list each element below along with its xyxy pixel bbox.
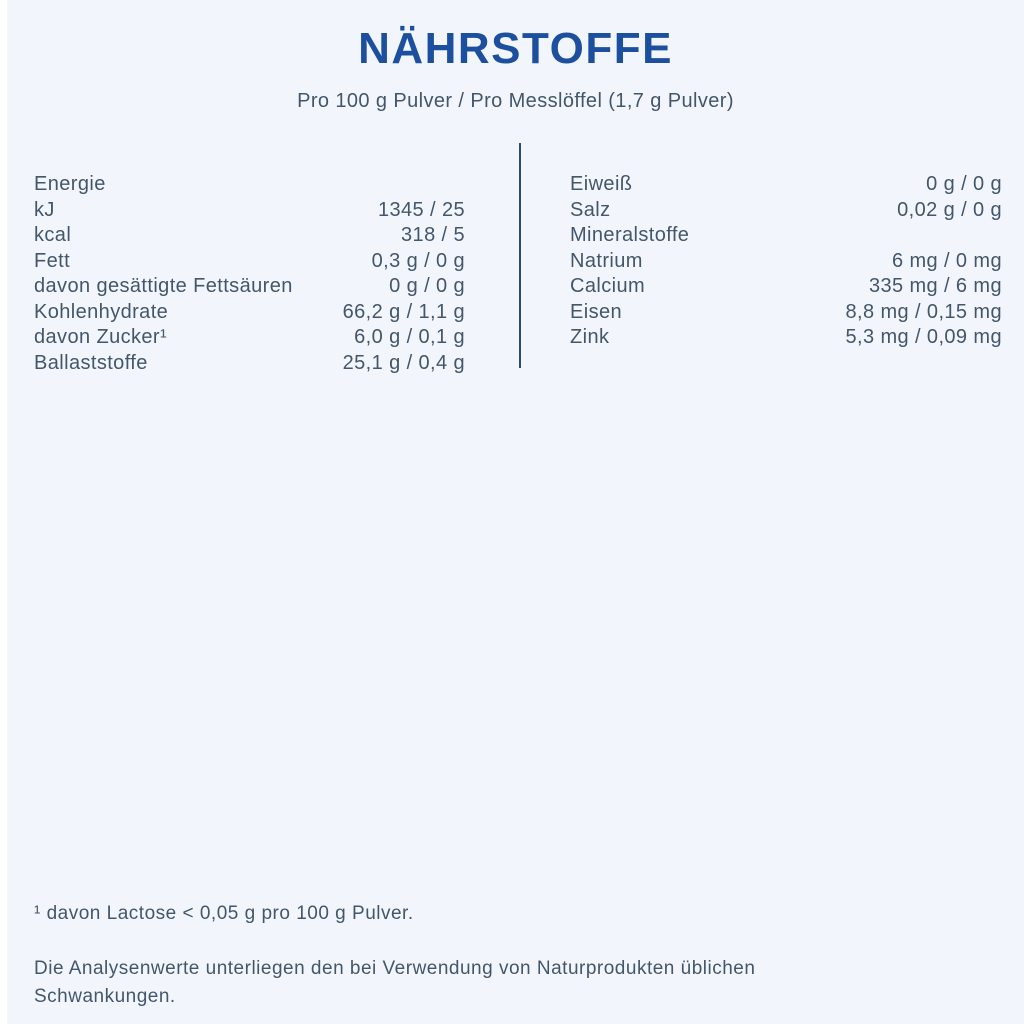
nutrition-panel: [7, 0, 1024, 1024]
nutrient-label: Zink: [570, 326, 610, 348]
nutrient-value: 0 g / 0 g: [389, 275, 465, 297]
table-row: [570, 249, 1002, 275]
nutrient-label: Salz: [570, 198, 611, 221]
page-title: NÄHRSTOFFE: [358, 24, 673, 73]
table-row: [570, 198, 1002, 224]
nutrient-value: 5,3 mg / 0,09 mg: [845, 326, 1002, 348]
nutrient-value: 66,2 g / 1,1 g: [342, 300, 465, 323]
nutrient-label: Eiweiß: [570, 173, 633, 195]
table-row: [34, 325, 465, 351]
nutrient-value: 0,3 g / 0 g: [371, 249, 465, 272]
table-row: [34, 249, 465, 275]
serving-subtitle: Pro 100 g Pulver / Pro Messlöffel (1,7 g Pulver): [297, 90, 734, 112]
nutrient-label: davon Zucker¹: [34, 326, 168, 348]
nutrient-value: 8,8 mg / 0,15 mg: [845, 300, 1002, 323]
nutrient-label: Kohlenhydrate: [34, 300, 169, 323]
nutrient-label: Fett: [34, 249, 71, 272]
table-row: [570, 325, 1002, 351]
table-row: [570, 172, 1002, 198]
table-row: [34, 198, 465, 224]
nutrient-value: 6 mg / 0 mg: [892, 249, 1002, 272]
nutrient-label: Natrium: [570, 249, 643, 272]
table-row: [34, 351, 465, 377]
nutrient-value: 1345 / 25: [377, 198, 465, 221]
nutrient-value: 6,0 g / 0,1 g: [354, 326, 465, 348]
table-row: [34, 300, 465, 326]
nutrients-left-column: [34, 172, 465, 376]
analysis-disclaimer: Die Analysenwerte unterliegen den bei Verwendung von Naturprodukten üblichen Schwankungen.: [34, 958, 756, 1007]
nutrient-value: 335 mg / 6 mg: [868, 275, 1002, 297]
table-row: [34, 172, 465, 198]
nutrient-label: Mineralstoffe: [570, 224, 690, 246]
nutrient-label: Eisen: [570, 300, 623, 323]
table-row: [570, 274, 1002, 300]
column-divider: [519, 143, 521, 368]
lactose-footnote: ¹ davon Lactose < 0,05 g pro 100 g Pulver.: [34, 903, 414, 924]
table-row: [34, 223, 465, 249]
nutrient-value: 0 g / 0 g: [926, 173, 1002, 195]
nutrient-label: davon gesättigte Fettsäuren: [34, 275, 293, 297]
table-row: [34, 274, 465, 300]
table-row: [570, 223, 1002, 249]
nutrient-label: Ballaststoffe: [34, 351, 148, 374]
nutrient-label: kJ: [34, 198, 55, 221]
nutrients-right-column: [570, 172, 1002, 351]
nutrient-label: Energie: [34, 173, 106, 195]
nutrient-label: Calcium: [570, 275, 646, 297]
nutrient-label: kcal: [34, 224, 72, 246]
nutrient-value: 0,02 g / 0 g: [897, 198, 1002, 221]
nutrient-value: 318 / 5: [401, 224, 465, 246]
nutrient-value: 25,1 g / 0,4 g: [342, 351, 465, 374]
table-row: [570, 300, 1002, 326]
